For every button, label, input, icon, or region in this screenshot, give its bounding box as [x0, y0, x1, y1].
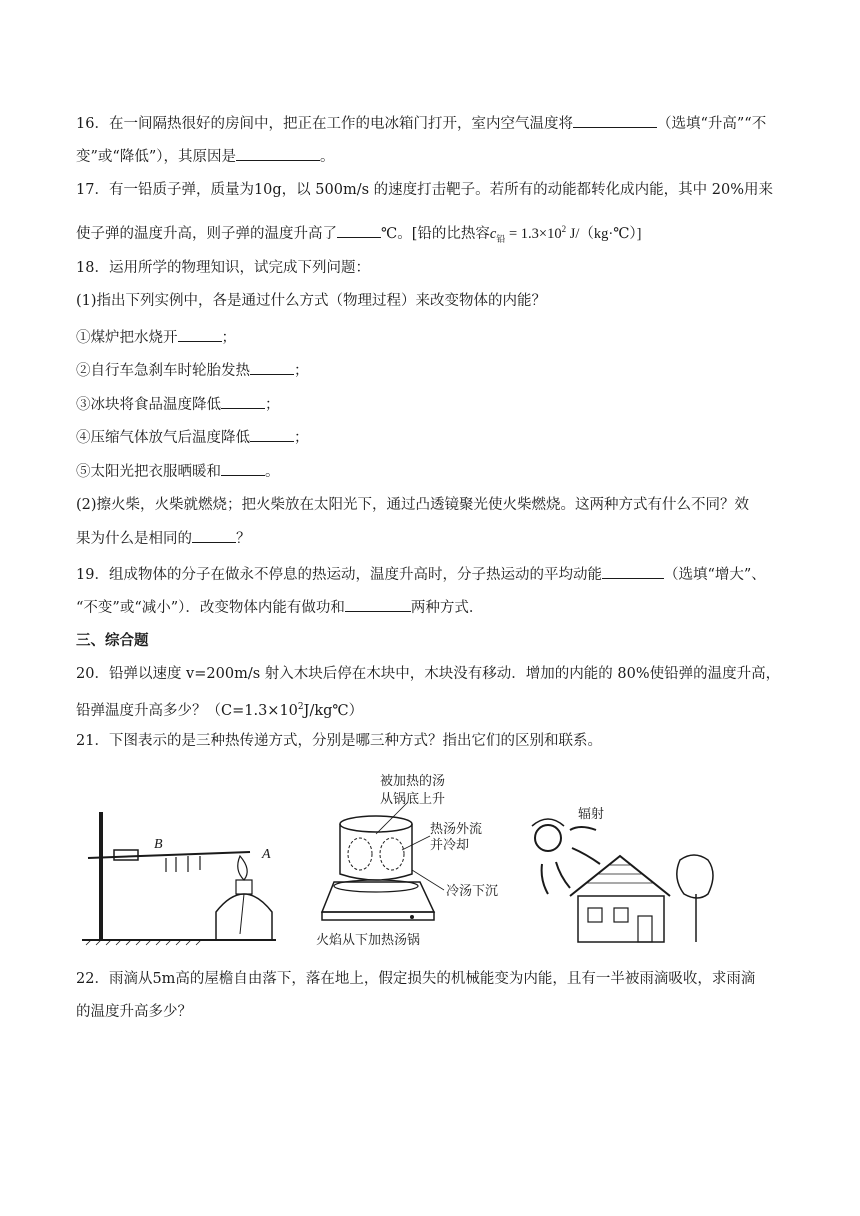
q16-blank-1 [573, 113, 657, 128]
pot-label-outflow: 热汤外流 [430, 822, 483, 837]
house-roof [570, 856, 670, 896]
section-heading [76, 631, 796, 651]
wick [240, 894, 244, 934]
q18-item-1 [76, 327, 796, 348]
q22-line1 [76, 969, 796, 989]
q20-text-2-end: J/kg℃） [303, 702, 364, 719]
q16-text-2: 变”或“降低”），其原因是 [76, 149, 236, 165]
q19-text-1: 19．组成物体的分子在做永不停息的热运动，温度升高时，分子热运动的平均动能 [76, 567, 602, 583]
q18-item-1-text: ①煤炉把水烧开 [76, 330, 178, 346]
label-a: A [262, 847, 271, 862]
q18-item-3-end: ； [265, 397, 280, 413]
radiation-arrows [542, 827, 600, 894]
q20-text-1: 20．铅弹以速度 v=200m/s 射入木块后停在木块中，木块没有移动．增加的内能的 80%使铅弹的温度升高， [76, 666, 781, 682]
c-subscript: 铅 [496, 233, 506, 244]
q18-intro-text: 18．运用所学的物理知识，试完成下列问题： [76, 260, 370, 276]
q16-line2 [76, 146, 796, 167]
q21-line1 [76, 731, 796, 751]
lamp-neck [236, 880, 252, 894]
q18-item-4-end: ； [294, 430, 309, 446]
q20-line1 [76, 664, 796, 684]
metal-rod [88, 852, 250, 858]
house-body [578, 896, 664, 942]
q22-line2 [76, 1002, 796, 1022]
q20-exponent: 2 [297, 702, 304, 712]
q20-text-2: 铅弹温度升高多少？（C=1.3×10 [76, 702, 298, 719]
stove-base [322, 912, 434, 920]
convection-figure [312, 770, 512, 950]
radiation-label: 辐射 [578, 807, 605, 822]
q17-line1 [76, 180, 796, 200]
radiation-figure [520, 790, 730, 950]
q18-part2-text-1: (2)擦火柴，火柴就燃烧；把火柴放在太阳光下，通过凸透镜聚光使火柴燃烧。这两种方式有什么不同？效 [76, 497, 750, 513]
q22-text-2: 的温度升高多少？ [76, 1004, 192, 1020]
q18-part2-blank [192, 528, 236, 543]
clamp [114, 850, 138, 860]
house-door [638, 916, 652, 942]
stand-pole [99, 812, 103, 940]
pot-rim [340, 816, 412, 832]
q19-blank-2 [345, 597, 411, 612]
q16-text-1-end: （选填“升高”“不 [656, 116, 767, 132]
q18-part1 [76, 291, 796, 311]
house-window-1 [588, 908, 602, 922]
q18-item-5-text: ⑤太阳光把衣服晒暖和 [76, 464, 221, 480]
section-title: 三、综合题 [76, 633, 149, 649]
alcohol-lamp [216, 894, 272, 940]
q18-part2-end: ？ [236, 531, 251, 547]
q19-blank-1 [602, 564, 664, 579]
q18-item-1-end: ； [221, 330, 236, 346]
c-symbol: c [489, 225, 497, 242]
q18-part2-text-2: 果为什么是相同的 [76, 531, 192, 547]
convection-loops [348, 838, 404, 870]
q17-blank [337, 223, 381, 238]
q19-line2 [76, 597, 796, 618]
q18-item-1-blank [178, 327, 222, 342]
pot-label-rising-2: 从锅底上升 [380, 792, 446, 807]
q18-part2-line1 [76, 495, 796, 515]
sun-icon [535, 825, 561, 851]
q18-item-2-end: ； [294, 363, 309, 379]
q20-line2 [76, 697, 796, 721]
q19-text-2-end: 两种方式． [410, 600, 484, 616]
house-window-2 [614, 908, 628, 922]
q16-text-2-end: 。 [320, 149, 335, 165]
pointer-line-2 [402, 836, 430, 850]
conduction-figure [80, 808, 280, 948]
c-value: = 1.3×10 [505, 225, 562, 242]
pot-label-rising: 被加热的汤 [380, 774, 446, 789]
q17-text-2-mid: ℃。[铅的比热容 [381, 225, 490, 242]
q18-item-3-blank [221, 394, 265, 409]
q18-intro [76, 258, 796, 278]
pot-label-sinking: 冷汤下沉 [446, 884, 499, 899]
q18-item-4-text: ④压缩气体放气后温度降低 [76, 430, 250, 446]
q19-text-1-end: （选填“增大”、 [663, 567, 766, 583]
q21-text-1: 21．下图表示的是三种热传递方式，分别是哪三种方式？指出它们的区别和联系。 [76, 733, 602, 749]
q16-blank-2 [236, 146, 320, 161]
q22-text-1: 22．雨滴从5m高的屋檐自由落下，落在地上，假定损失的机械能变为内能，且有一半被雨滴吸收，求雨滴 [76, 971, 756, 987]
flame [238, 856, 247, 880]
q19-line1 [76, 564, 796, 585]
pot-label-cooling: 并冷却 [430, 838, 470, 853]
c-unit: J/（kg·℃）] [566, 225, 642, 242]
c-exponent: 2 [561, 224, 567, 234]
q17-formula [490, 226, 642, 242]
q17-line2 [76, 219, 796, 249]
q18-item-2-blank [250, 360, 294, 375]
q18-item-5 [76, 461, 796, 482]
q18-item-4 [76, 427, 796, 448]
q18-item-5-blank [221, 461, 265, 476]
stove-top [322, 882, 434, 912]
q19-text-2: “不变”或“减小”）．改变物体内能有做功和 [76, 600, 345, 616]
label-b: B [154, 837, 163, 852]
tree-icon [677, 855, 713, 898]
q18-part1-text: (1)指出下列实例中，各是通过什么方式（物理过程）来改变物体的内能？ [76, 293, 547, 309]
stove-knob [410, 915, 414, 919]
q18-item-3 [76, 394, 796, 415]
q18-item-2 [76, 360, 796, 381]
q18-part2-line2 [76, 528, 796, 549]
q16-line1 [76, 113, 796, 134]
pot-caption: 火焰从下加热汤锅 [316, 933, 421, 948]
wax-drops [166, 856, 200, 872]
q17-text-2: 使子弹的温度升高，则子弹的温度升高了 [76, 225, 337, 242]
q16-text-1: 16．在一间隔热很好的房间中，把正在工作的电冰箱门打开，室内空气温度将 [76, 116, 573, 132]
q18-item-4-blank [250, 427, 294, 442]
q18-item-5-end: 。 [265, 464, 280, 480]
q18-item-2-text: ②自行车急刹车时轮胎发热 [76, 363, 250, 379]
q17-text-1: 17．有一铅质子弹，质量为10g，以 500m/s 的速度打击靶子。若所有的动能都转化成内能，其中 20%用来 [76, 182, 773, 198]
q18-item-3-text: ③冰块将食品温度降低 [76, 397, 221, 413]
